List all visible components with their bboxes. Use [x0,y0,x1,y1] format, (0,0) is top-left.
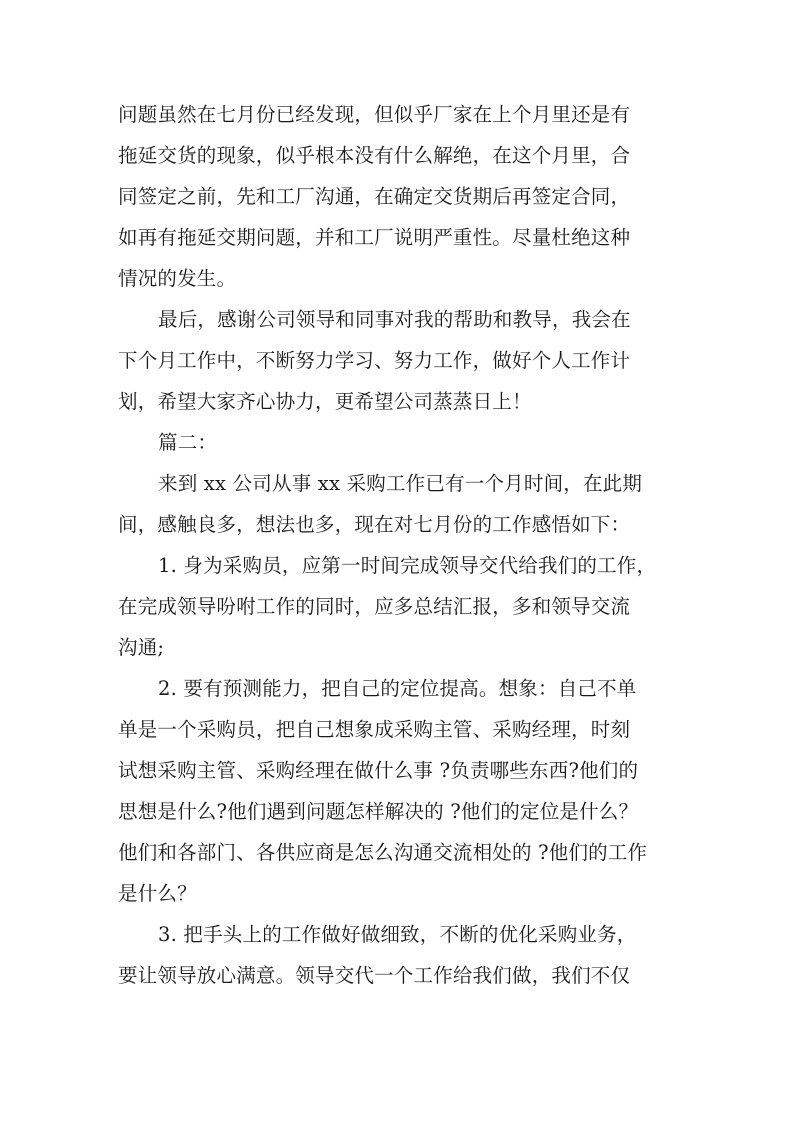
text-line: 如再有拖延交期问题，并和工厂说明严重性。尽量杜绝这种 [118,226,631,249]
text-line: 来到 xx 公司从事 xx 采购工作已有一个月时间，在此期 [158,472,643,495]
text-line: 2. 要有预测能力，把自己的定位提高。想象：自己不单 [158,677,637,700]
text-line: 划，希望大家齐心协力，更希望公司蒸蒸日上！ [118,390,532,413]
text-line: 1. 身为采购员，应第一时间完成领导交代给我们的工作， [158,554,657,577]
text-line: 3. 把手头上的工作做好做细致，不断的优化采购业务， [158,923,637,946]
text-line: 篇二： [158,431,218,454]
text-line: 要让领导放心满意。领导交代一个工作给我们做，我们不仅 [118,964,631,987]
text-line: 情况的发生。 [118,267,237,290]
text-line: 同签定之前，先和工厂沟通，在确定交货期后再签定合同， [118,185,631,208]
text-line: 单是一个采购员，把自己想象成采购主管、采购经理，时刻 [118,718,631,741]
text-line: 下个月工作中，不断努力学习、努力工作，做好个人工作计 [118,349,631,372]
text-line: 沟通; [118,636,165,659]
text-line: 拖延交货的现象，似乎根本没有什么解绝，在这个月里，合 [118,144,631,167]
text-line: 思想是什么?他们遇到问题怎样解决的 ?他们的定位是什么？ [118,800,639,823]
text-line: 他们和各部门、各供应商是怎么沟通交流相处的 ?他们的工作 [118,841,648,864]
text-line: 是什么？ [118,882,197,905]
text-line: 最后，感谢公司领导和同事对我的帮助和教导，我会在 [158,308,631,331]
document-body [118,94,678,996]
text-line: 问题虽然在七月份已经发现，但似乎厂家在上个月里还是有 [118,103,631,126]
text-line: 在完成领导吩咐工作的同时，应多总结汇报，多和领导交流 [118,595,631,618]
text-line: 试想采购主管、采购经理在做什么事 ?负责哪些东西?他们的 [118,759,639,782]
text-line: 间，感触良多，想法也多，现在对七月份的工作感悟如下： [118,513,631,536]
